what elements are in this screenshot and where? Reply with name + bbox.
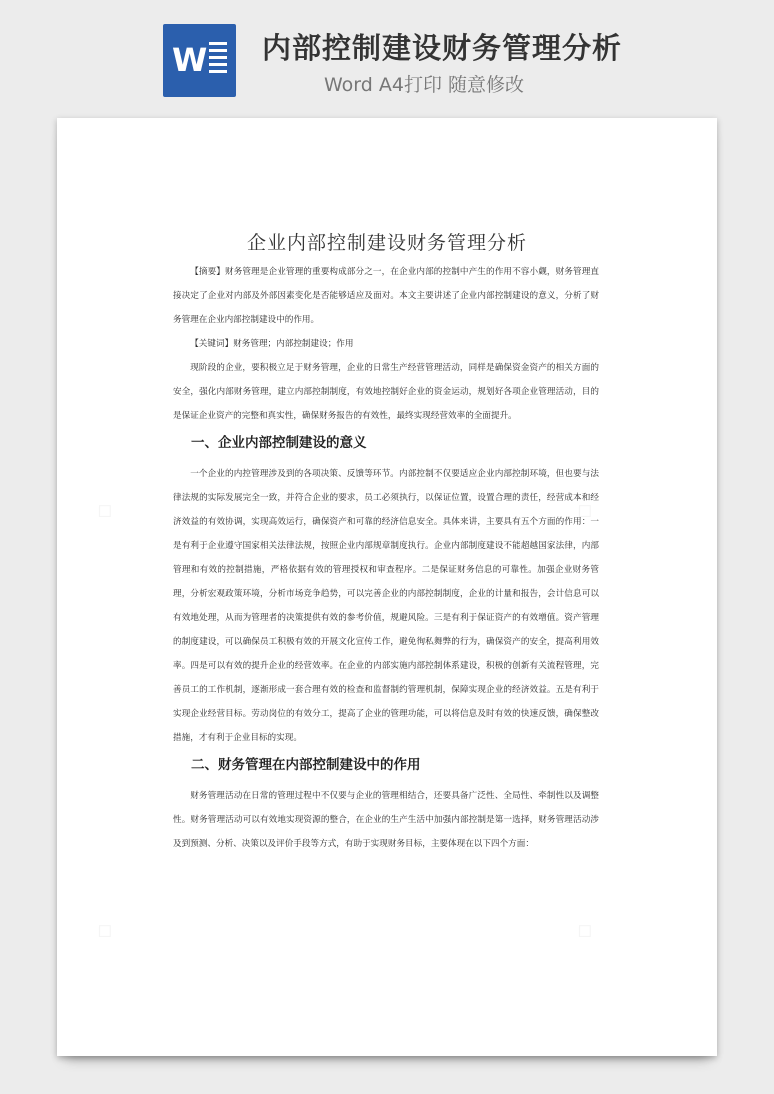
header-title: 内部控制建设财务管理分析 <box>262 31 623 65</box>
watermark <box>91 916 121 946</box>
document-title: 企业内部控制建设财务管理分析 <box>246 232 527 254</box>
document-page <box>57 118 717 1056</box>
section-2-heading: 二、财务管理在内部控制建设中的作用 <box>191 757 421 773</box>
top-header <box>0 0 774 112</box>
header-subtitle: Word A4打印 随意修改 <box>324 74 525 96</box>
section-2-paragraph: 财务管理活动在日常的管理过程中不仅要与企业的管理相结合，还要具备广泛性、全局性、牵制性以及调整性。财务管理活动可以有效地实现资源的整合，在企业的生产生活中加强内部控制是第一选择，财务管理活动涉及到预测、分析、决策以及评价手段等方式，有助于实现财务目标，主要体现在以下四个方面： <box>173 791 599 849</box>
section-1-paragraph: 一个企业的内控管理涉及到的各项决策、反馈等环节。内部控制不仅要适应企业内部控制环境，但也要与法律法规的实际发展完全一致，并符合企业的要求，员工必须执行，以保证位置，设置合理的责任，经营成本和经济效益的有效协调，实现高效运行，确保资产和可靠的经济信息安全。具体来讲，主要具有五个方面的作用：一是有利于企业遵守国家相关法律法规，按照企业内部规章制度执行。企业内部制度建设不能超越国家法律，内部管理和有效的控制措施，严格依据有效的管理授权和审查程序。二是保证财务信息的可靠性。加强企业财务管理，分析宏观政策环境，分析市场竞争趋势，可以完善企业的内部控制制度，企业的计量和报告，会计信息可以有效地处理，从而为管理者的决策提供有效的参考价值，规避风险。三是有利于保证资产的有效增值。资产管理的制度建设，可以确保员工积极有效的开展文化宣传工作，避免徇私舞弊的行为，确保资产的安全，提高利用效率。四是可以有效的提升企业的经营效率。在企业的内部实施内部控制体系建设，积极的创新有关流程管理，完善员工的工作机制，逐渐形成一套合理有效的检查和监督制约管理机制，保障实现企业的经济效益。五是有利于实现企业经营目标。劳动岗位的有效分工，提高了企业的管理功能，可以将信息及时有效的快速反馈，确保整改措施，才有利于企业目标的实现。 <box>173 469 599 743</box>
intro-paragraph: 现阶段的企业，要积极立足于财务管理，企业的日常生产经营管理活动，同样是确保资金资产的相关方面的安全，强化内部财务管理，建立内部控制制度，有效地控制好企业的资金运动，规划好各项企业管理活动，目的是保证企业资产的完整和真实性，确保财务报告的有效性，最终实现经营效率的全面提升。 <box>173 363 599 421</box>
abstract-paragraph: 【摘要】财务管理是企业管理的重要构成部分之一，在企业内部的控制中产生的作用不容小觑，财务管理直接决定了企业对内部及外部因素变化是否能够适应及面对。本文主要讲述了企业内部控制建设的意义，分析了财务管理在企业内部控制建设中的作用。 <box>173 267 599 325</box>
section-1-heading: 一、企业内部控制建设的意义 <box>191 435 367 451</box>
document-body <box>173 260 599 856</box>
word-logo-letter: W <box>172 41 208 79</box>
keywords-paragraph: 【关键词】财务管理；内部控制建设；作用 <box>190 339 354 349</box>
word-document-icon <box>163 24 236 97</box>
watermark <box>91 496 121 526</box>
document-lines-icon <box>209 42 227 77</box>
watermark <box>571 916 601 946</box>
